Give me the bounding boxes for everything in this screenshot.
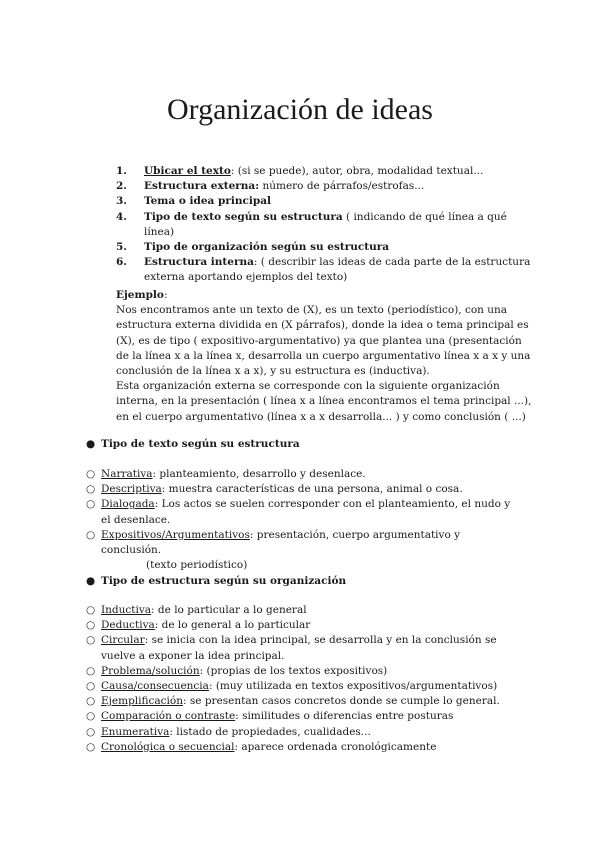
item-term: Ejemplificación	[101, 695, 183, 708]
circle-bullet-icon: ○	[86, 664, 96, 677]
list-item	[86, 664, 516, 679]
list-item	[116, 194, 536, 209]
section-heading	[86, 437, 516, 452]
section-text-type	[86, 437, 516, 452]
item-term: Estructura interna	[144, 256, 254, 269]
item-text: : Los actos se suelen corresponder con el planteamiento, el nudo y el desenlace.	[101, 498, 511, 526]
circle-bullet-icon: ○	[86, 710, 96, 723]
list-item	[86, 633, 516, 663]
example-paragraph-1: Nos encontramos ante un texto de (X), es un texto (periodístico), con una estructura externa dividida en (X párrafos), donde la idea o tema principal es (X), es de tipo ( expositivo-argumentativo) ya que plantea una (presentación de la línea x a la línea x, desarrolla un cuerpo argumentativo línea x a x y una conclusión de la línea x a x), y su estructura es (inductiva).	[116, 304, 531, 378]
item-text: : ( describir las ideas de cada parte de la estructura externa aportando ejemplos del texto)	[144, 256, 531, 284]
item-number: 3.	[116, 195, 127, 208]
list-item	[86, 467, 516, 482]
circle-bullet-icon: ○	[86, 483, 96, 496]
example-label-suffix: :	[163, 289, 168, 301]
item-text: : (propias de los textos expositivos)	[199, 664, 388, 677]
circle-bullet-icon: ○	[86, 634, 96, 647]
item-term: Tema o idea principal	[144, 195, 271, 208]
item-text: : de lo general a lo particular	[154, 619, 311, 632]
item-number: 4.	[116, 210, 127, 223]
bullet-icon: ●	[86, 575, 96, 587]
item-text: ( indicando de qué línea a qué línea)	[144, 210, 507, 238]
item-term: Deductiva	[101, 619, 155, 632]
circle-bullet-icon: ○	[86, 680, 96, 693]
item-term: Inductiva	[101, 604, 152, 616]
list-item	[86, 497, 516, 527]
item-text: : (muy utilizada en textos expositivos/argumentativos)	[208, 680, 498, 693]
section-organization-type	[86, 574, 516, 589]
list-item	[116, 210, 536, 240]
list-item	[86, 528, 516, 574]
example-label: Ejemplo	[116, 289, 164, 301]
circle-bullet-icon: ○	[86, 604, 96, 616]
item-term: Estructura externa:	[144, 180, 260, 193]
section-heading-text: Tipo de estructura según su organización	[101, 575, 347, 587]
circle-bullet-icon: ○	[86, 498, 96, 511]
item-text: : (si se puede), autor, obra, modalidad textual...	[230, 165, 484, 177]
item-term: Descriptiva	[101, 483, 162, 496]
circle-bullet-icon: ○	[86, 468, 96, 480]
list-item	[86, 482, 516, 497]
item-text: : muestra características de una persona, animal o cosa.	[161, 483, 463, 496]
example-paragraph-2: Esta organización externa se corresponde con la siguiente organización interna, en la presentación ( línea x a línea encontramos el tema principal ...), en el cuerpo argumentativo (línea x a x desarrolla... ) y como conclusión ( ...)	[116, 380, 532, 423]
item-term: Problema/solución	[101, 664, 200, 677]
item-number: 2.	[116, 180, 127, 193]
item-text: número de párrafos/estrofas...	[259, 180, 425, 193]
list-item	[86, 618, 516, 633]
item-text: : aparece ordenada cronológicamente	[234, 740, 437, 753]
list-item	[86, 740, 516, 755]
item-term: Circular	[101, 634, 145, 647]
list-item	[116, 240, 536, 255]
circle-bullet-icon: ○	[86, 740, 96, 753]
list-item	[116, 255, 536, 285]
item-term: Enumerativa	[101, 725, 170, 738]
circle-bullet-icon: ○	[86, 619, 96, 632]
item-number: 6.	[116, 256, 127, 269]
list-item	[86, 694, 516, 709]
item-term: Dialogada	[101, 498, 155, 511]
bullet-icon: ●	[86, 438, 96, 450]
item-term: Cronológica o secuencial	[101, 740, 235, 753]
item-text: : presentación, cuerpo argumentativo y conclusión.	[101, 528, 461, 557]
circle-bullet-icon: ○	[86, 725, 96, 738]
item-text: : de lo particular a lo general	[151, 604, 307, 616]
item-term: Comparación o contraste	[101, 710, 236, 723]
item-number: 1.	[116, 165, 127, 177]
item-number: 5.	[116, 241, 127, 254]
section-heading-text: Tipo de texto según su estructura	[101, 438, 300, 450]
list-item	[116, 179, 536, 194]
section-heading	[86, 574, 516, 589]
item-term: Causa/consecuencia	[101, 680, 209, 693]
example-block	[116, 288, 536, 425]
item-term: Ubicar el texto	[144, 165, 231, 177]
organization-type-list	[86, 603, 516, 755]
item-note: (texto periodístico)	[146, 559, 248, 572]
list-item	[86, 679, 516, 694]
item-text: : se presentan casos concretos donde se cumple lo general.	[183, 695, 500, 708]
item-term: Expositivos/Argumentativos	[101, 528, 250, 541]
item-text: : se inicia con la idea principal, se desarrolla y en la conclusión se vuelve a exponer la idea principal.	[101, 634, 497, 662]
steps-list	[116, 164, 536, 286]
list-item	[86, 603, 516, 618]
circle-bullet-icon: ○	[86, 528, 96, 541]
item-text: : listado de propiedades, cualidades...	[169, 725, 371, 738]
list-item	[86, 725, 516, 740]
item-term: Tipo de texto según su estructura	[144, 210, 343, 223]
list-item	[116, 164, 536, 179]
item-term: Tipo de organización según su estructura	[144, 241, 390, 254]
text-type-list	[86, 467, 516, 573]
item-text: : planteamiento, desarrollo y desenlace.	[152, 468, 366, 480]
circle-bullet-icon: ○	[86, 695, 96, 708]
page-title: Organización de ideas	[166, 93, 433, 126]
item-term: Narrativa	[101, 468, 153, 480]
item-text: : similitudes o diferencias entre posturas	[235, 710, 454, 723]
list-item	[86, 709, 516, 724]
